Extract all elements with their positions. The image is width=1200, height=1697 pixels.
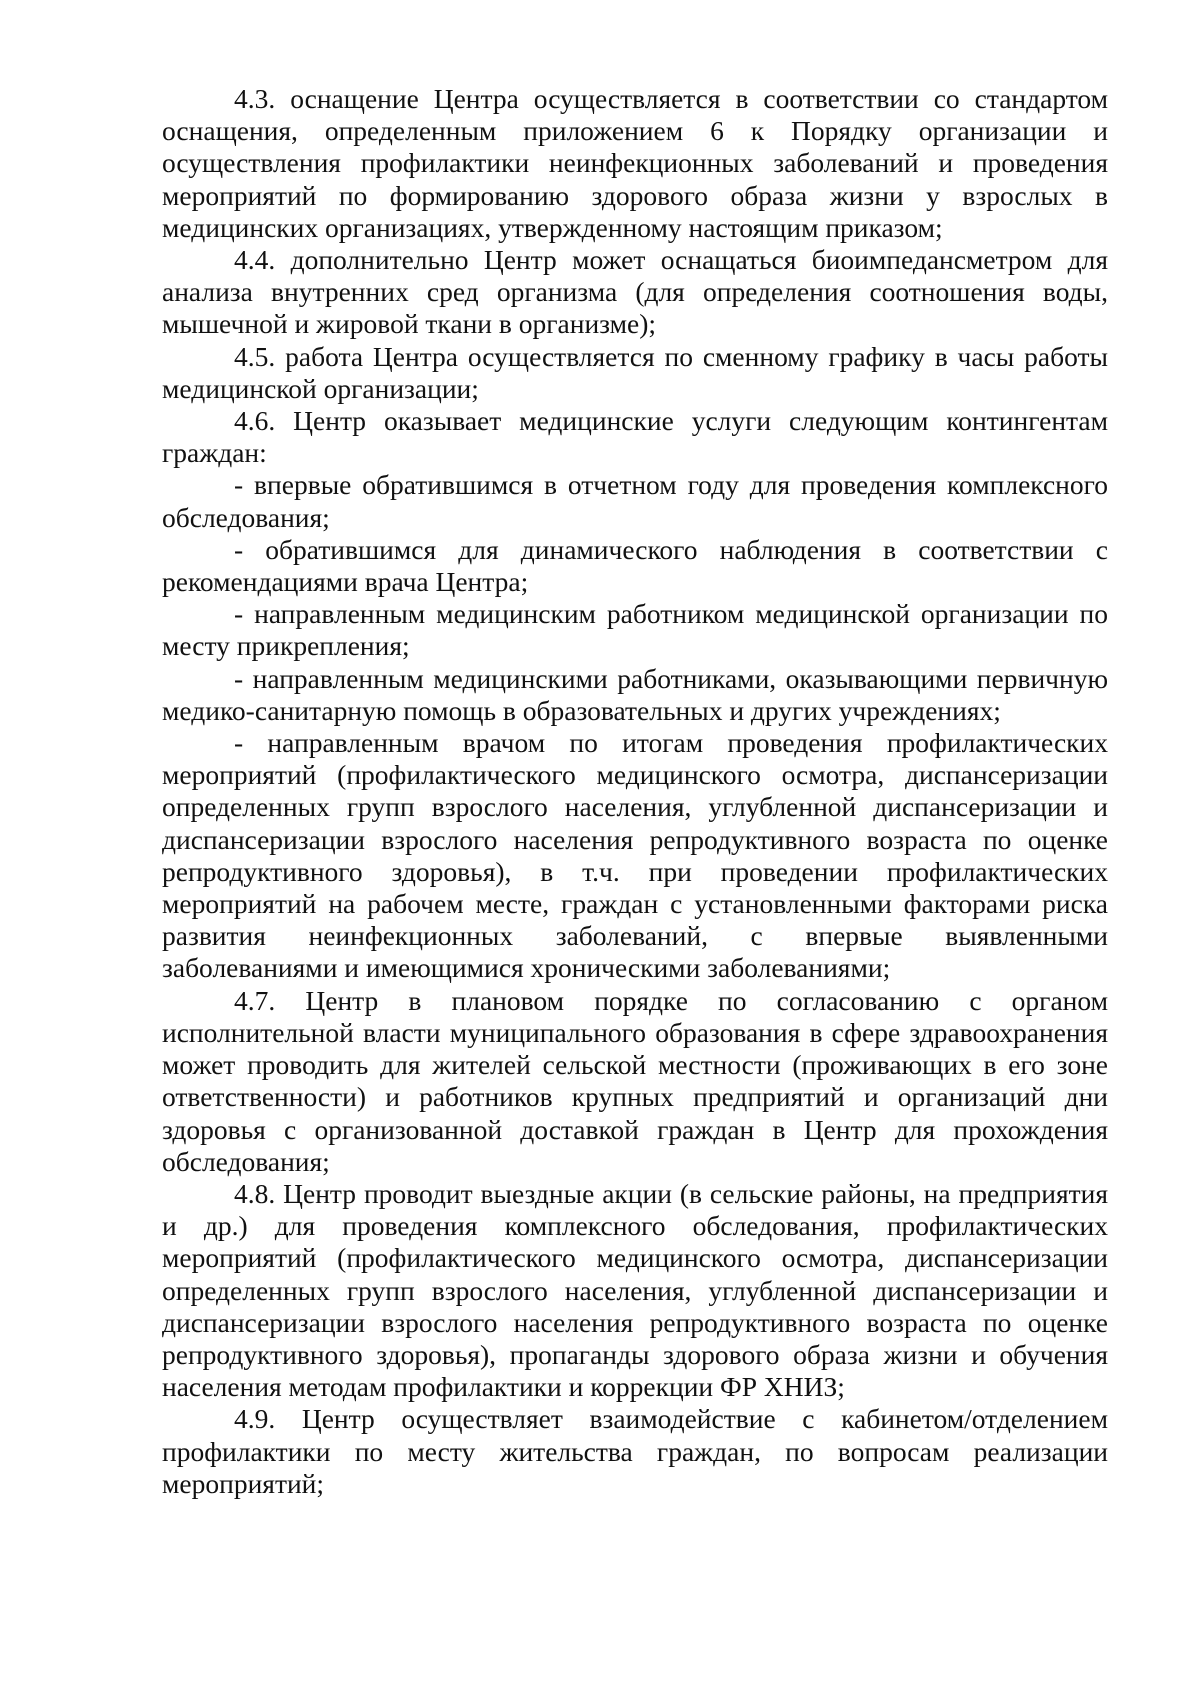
paragraph-4-9: 4.9. Центр осуществляет взаимодействие с кабинетом/отделением профилактики по месту жительства граждан, по вопросам реализации мероприятий;: [162, 1403, 1108, 1499]
paragraph-4-4: 4.4. дополнительно Центр может оснащаться биоимпедансметром для анализа внутренних сред организма (для определения соотношения воды, мышечной и жировой ткани в организме);: [162, 244, 1108, 340]
list-item-dynamic-observation: - обратившимся для динамического наблюдения в соответствии с рекомендациями врача Центра;: [162, 533, 1108, 598]
list-item-first-visit: - впервые обратившимся в отчетном году для проведения комплексного обследования;: [162, 469, 1108, 533]
paragraph-4-6: 4.6. Центр оказывает медицинские услуги следующим контингентам граждан:: [162, 405, 1108, 469]
paragraph-4-8: 4.8. Центр проводит выездные акции (в сельские районы, на предприятия и др.) для проведения комплексного обследования, профилактических мероприятий (профилактического медицинского осмотра, диспансеризации определенных групп взрослого населения, углубленной диспансеризации и диспансеризации взрослого населения репродуктивного возраста по оценке репродуктивного здоровья), пропаганды здорового образа жизни и обучения населения методам профилактики и коррекции ФР ХНИЗ;: [162, 1177, 1108, 1403]
list-item-referred-by-attachment: - направленным медицинским работником медицинской организации по месту прикрепления;: [162, 598, 1108, 662]
list-item-referred-by-doctor: - направленным врачом по итогам проведения профилактических мероприятий (профилактического медицинского осмотра, диспансеризации определенных групп взрослого населения, углубленной диспансеризации и диспансеризации взрослого населения репродуктивного возраста по оценке репродуктивного здоровья), в т.ч. при проведении профилактических мероприятий на рабочем месте, граждан с установленными факторами риска развития неинфекционных заболеваний, с впервые выявленными заболеваниями и имеющимися хроническими заболеваниями;: [162, 727, 1108, 984]
list-item-referred-by-primary-care: - направленным медицинскими работниками, оказывающими первичную медико-санитарную помощь в образовательных и других учреждениях;: [162, 662, 1108, 726]
document-body: [162, 83, 1108, 1500]
paragraph-4-5: 4.5. работа Центра осуществляется по сменному графику в часы работы медицинской организации;: [162, 340, 1108, 404]
paragraph-4-7: 4.7. Центр в плановом порядке по согласованию с органом исполнительной власти муниципального образования в сфере здравоохранения может проводить для жителей сельской местности (проживающих в его зоне ответственности) и работников крупных предприятий и организаций дни здоровья с организованной доставкой граждан в Центр для прохождения обследования;: [162, 984, 1108, 1177]
paragraph-4-3: 4.3. оснащение Центра осуществляется в соответствии со стандартом оснащения, определенным приложением 6 к Порядку организации и осуществления профилактики неинфекционных заболеваний и проведения мероприятий по формированию здорового образа жизни у взрослых в медицинских организациях, утвержденному настоящим приказом;: [162, 83, 1108, 243]
